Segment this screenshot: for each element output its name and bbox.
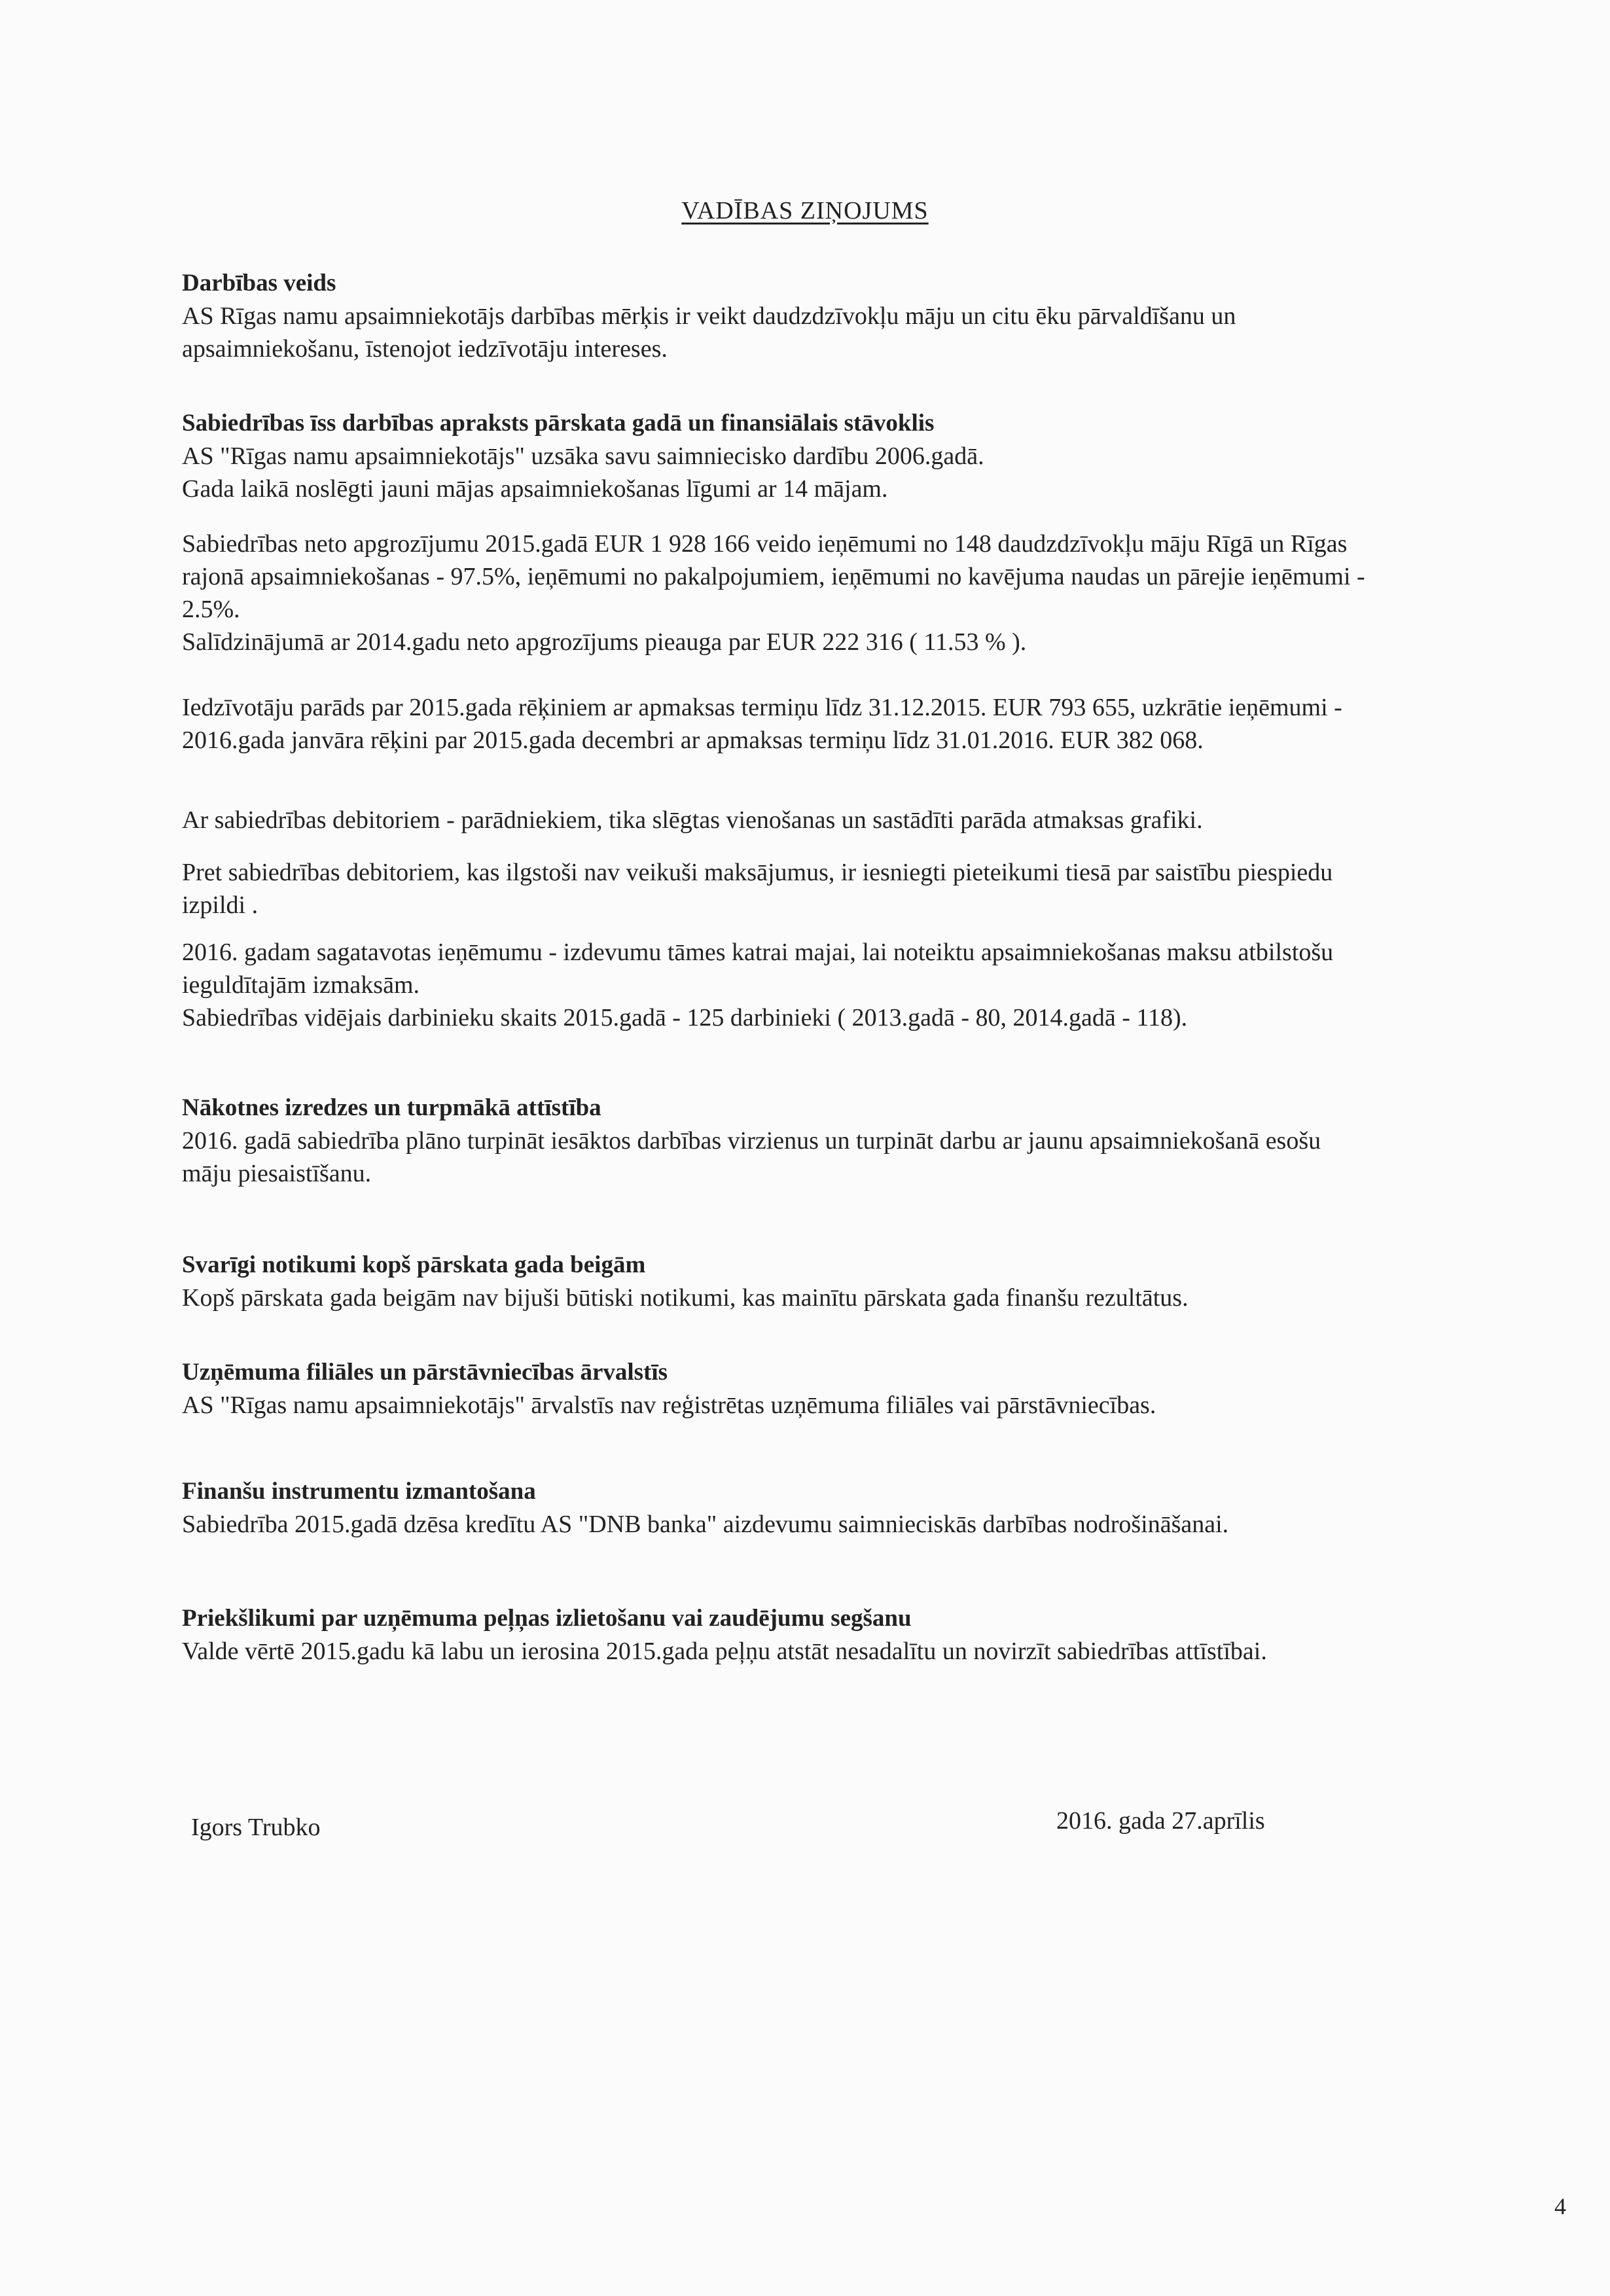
text-line: Valde vērtē 2015.gadu kā labu un ierosina 2015.gada peļņu atstāt nesadalītu un novirzīt sabiedrības attīstībai. (182, 1638, 1267, 1665)
text-line: Iedzīvotāju parāds par 2015.gada rēķiniem ar apmaksas termiņu līdz 31.12.2015. EUR 793 655, uzkrātie ieņēmumi - (182, 694, 1342, 721)
text-line: 2016. gadam sagatavotas ieņēmumu - izdevumu tāmes katrai majai, lai noteiktu apsaimniekošanas maksu atbilstošu (182, 939, 1334, 966)
section-heading: Darbības veids (182, 270, 336, 296)
section-financial-instruments (182, 1475, 1399, 1541)
section-activity-type (182, 267, 1399, 365)
paragraph-budget (182, 936, 1399, 1034)
text-line: Gada laikā noslēgti jauni mājas apsaimniekošanas līgumi ar 14 mājam. (182, 475, 888, 503)
text-line: AS Rīgas namu apsaimniekotājs darbības mērķis ir veikt daudzdzīvokļu māju un citu ēku pārvaldīšanu un (182, 302, 1236, 330)
text-line: Salīdzinājumā ar 2014.gadu neto apgrozījums pieauga par EUR 222 316 ( 11.53 % ). (182, 628, 1027, 656)
section-heading: Svarīgi notikumi kopš pārskata gada beigām (182, 1251, 646, 1278)
text-line: 2.5%. (182, 596, 240, 623)
section-heading: Uzņēmuma filiāles un pārstāvniecības ārvalstīs (182, 1359, 668, 1386)
text-line: 2016. gadā sabiedrība plāno turpināt iesāktos darbības virzienus un turpināt darbu ar jaunu apsaimniekošanā esošu (182, 1127, 1321, 1155)
section-activity-description (182, 407, 1399, 505)
section-foreign-branches (182, 1356, 1399, 1422)
text-line: Sabiedrības neto apgrozījumu 2015.gadā EUR 1 928 166 veido ieņēmumi no 148 daudzdzīvokļu māju Rīgā un Rīgas (182, 530, 1348, 558)
text-line: AS "Rīgas namu apsaimniekotājs" ārvalstīs nav reģistrētas uzņēmuma filiāles vai pārstāvniecības. (182, 1391, 1156, 1419)
paragraph-court-claims (182, 856, 1399, 922)
paragraph-turnover (182, 528, 1399, 658)
section-future-outlook (182, 1092, 1399, 1190)
text-line: Sabiedrība 2015.gadā dzēsa kredītu AS "DNB banka" aizdevumu saimnieciskās darbības nodrošināšanai. (182, 1511, 1229, 1538)
text-line: 2016.gada janvāra rēķini par 2015.gada decembri ar apmaksas termiņu līdz 31.01.2016. EUR 382 068. (182, 726, 1204, 754)
text-line: rajonā apsaimniekošanas - 97.5%, ieņēmumi no pakalpojumiem, ieņēmumi no kavējuma naudas un pārejie ieņēmumi - (182, 563, 1365, 590)
paragraph-agreements (182, 804, 1399, 836)
paragraph-debts (182, 691, 1399, 757)
text-line: Pret sabiedrības debitoriem, kas ilgstoši nav veikuši maksājumus, ir iesniegti pieteikumi tiesā par saistību piespiedu (182, 859, 1333, 886)
section-heading: Finanšu instrumentu izmantošana (182, 1478, 536, 1505)
text-line: Sabiedrības vidējais darbinieku skaits 2015.gadā - 125 darbinieki ( 2013.gadā - 80, 2014.gadā - 118). (182, 1004, 1188, 1031)
section-heading: Sabiedrības īss darbības apraksts pārskata gadā un finansiālais stāvoklis (182, 410, 935, 437)
text-line: Kopš pārskata gada beigām nav bijuši būtiski notikumi, kas mainītu pārskata gada finanšu rezultātus. (182, 1284, 1189, 1312)
section-profit-proposals (182, 1602, 1399, 1668)
section-significant-events (182, 1249, 1399, 1314)
signatory-name: Igors Trubko (191, 1814, 321, 1841)
page-title: VADĪBAS ZIŅOJUMS (681, 197, 929, 224)
section-heading: Priekšlikumi par uzņēmuma peļņas izlietošanu vai zaudējumu segšanu (182, 1605, 912, 1632)
section-heading: Nākotnes izredzes un turpmākā attīstība (182, 1094, 601, 1121)
text-line: AS "Rīgas namu apsaimniekotājs" uzsāka savu saimniecisko dardību 2006.gadā. (182, 442, 984, 470)
text-line: izpildi . (182, 891, 259, 919)
text-line: māju piesaistīšanu. (182, 1160, 372, 1187)
page-number: 4 (1554, 2193, 1566, 2219)
text-line: apsaimniekošanu, īstenojot iedzīvotāju intereses. (182, 335, 668, 363)
signature-date: 2016. gada 27.aprīlis (1056, 1807, 1265, 1835)
text-line: ieguldītajām izmaksām. (182, 971, 420, 999)
text-line: Ar sabiedrības debitoriem - parādniekiem, tika slēgtas vienošanas un sastādīti parāda atmaksas grafiki. (182, 806, 1203, 834)
